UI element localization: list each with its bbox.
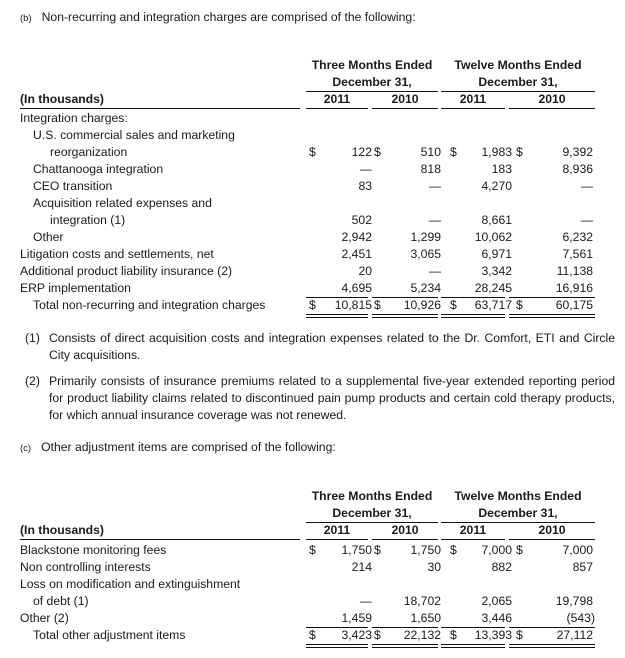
units-label: (In thousands) [20,523,104,537]
year-rule [372,108,438,109]
cell-value: 4,270 [481,179,512,193]
cell-value: — [359,162,372,176]
total-value: 3,423 [341,628,372,642]
header-three-months-date: December 31, [332,75,412,89]
total-value: 60,175 [555,298,593,312]
cell-value: 83 [358,179,372,193]
row-label: Integration charges: [20,111,128,125]
row-label: reorganization [50,145,128,159]
total-value: 10,926 [403,298,441,312]
header-twelve-months: Twelve Months Ended [454,489,582,503]
year-rule [509,539,595,540]
header-twelve-months-date: December 31, [478,75,558,89]
cell-value: 8,936 [562,162,593,176]
row-label: Litigation costs and settlements, net [20,247,214,261]
section-b-title [20,10,416,24]
year-rule [441,108,505,109]
currency-symbol: $ [450,298,457,312]
cell-value: 6,971 [481,247,512,261]
year-col-2: 2010 [391,92,419,106]
cell-value: 3,342 [481,264,512,278]
cell-value: 882 [491,560,512,574]
cell-value: 30 [427,560,441,574]
cell-value: 214 [351,560,372,574]
cell-value: 122 [351,145,372,159]
total-label: Total other adjustment items [33,628,186,642]
currency-symbol: $ [450,145,457,159]
total-double-rule [509,644,595,648]
cell-value: 16,916 [555,281,593,295]
header-twelve-months-date: December 31, [478,506,558,520]
header-three-months: Three Months Ended [311,58,433,72]
section-c-title-text: Other adjustment items are comprised of the following: [41,440,336,454]
year-col-1: 2011 [323,92,351,106]
row-label: Additional product liability insurance (2) [20,264,233,278]
section-c-tag: (c) [20,443,32,454]
year-rule [441,539,505,540]
currency-symbol: $ [374,298,381,312]
cell-value: — [428,264,441,278]
cell-value: 183 [491,162,512,176]
cell-value: 10,062 [474,230,512,244]
row-label: Loss on modification and extinguishment [20,577,241,591]
cell-value: (543) [566,611,595,625]
cell-value: — [359,594,372,608]
row-label: U.S. commercial sales and marketing [33,128,235,142]
row-label: of debt (1) [33,594,89,608]
section-b-title-text: Non-recurring and integration charges are comprised of the following: [41,10,416,24]
currency-symbol: $ [516,298,523,312]
total-value: 22,132 [403,628,441,642]
footnote-2 [25,373,615,424]
total-double-rule [306,644,368,648]
cell-value: 8,661 [481,213,512,227]
year-col-2: 2010 [391,523,419,537]
cell-value: 7,000 [562,543,593,557]
cell-value: 5,234 [410,281,441,295]
total-value: 13,393 [474,628,512,642]
cell-value: 18,702 [403,594,441,608]
currency-symbol: $ [516,543,523,557]
cell-value: 1,983 [481,145,512,159]
year-col-4: 2010 [538,523,566,537]
row-label: Chattanooga integration [33,162,164,176]
cell-value: 6,232 [562,230,593,244]
currency-symbol: $ [374,628,381,642]
row-label: Acquisition related expenses and [33,196,212,210]
cell-value: 4,695 [341,281,372,295]
cell-value: 28,245 [474,281,512,295]
footnote-1 [25,330,615,364]
currency-symbol: $ [309,543,316,557]
currency-symbol: $ [309,628,316,642]
year-rule [509,108,595,109]
row-label: ERP implementation [20,281,131,295]
header-three-months: Three Months Ended [311,489,433,503]
cell-value: 1,650 [410,611,441,625]
cell-value: 818 [420,162,441,176]
cell-value: — [580,213,593,227]
cell-value: 7,561 [562,247,593,261]
cell-value: 1,750 [341,543,372,557]
header-twelve-months: Twelve Months Ended [454,58,582,72]
year-col-1: 2011 [323,523,351,537]
cell-value: 2,065 [481,594,512,608]
total-double-rule [441,644,505,648]
cell-value: 7,000 [481,543,512,557]
footnote-1-text: Consists of direct acquisition costs and integration expenses related to the Dr. Comfort, ETI and Circle City acquisitions. [49,331,615,362]
year-col-3: 2011 [459,523,487,537]
cell-value: 9,392 [562,145,593,159]
total-double-rule [441,314,505,318]
year-rule [306,539,368,540]
currency-symbol: $ [450,628,457,642]
year-rule [306,108,368,109]
cell-value: 2,942 [341,230,372,244]
cell-value: 1,299 [410,230,441,244]
cell-value: — [428,213,441,227]
footnote-2-mark: (2) [25,374,40,388]
units-label: (In thousands) [20,92,104,106]
currency-symbol: $ [516,145,523,159]
cell-value: 510 [420,145,441,159]
cell-value: 19,798 [555,594,593,608]
year-col-4: 2010 [538,92,566,106]
total-label: Total non-recurring and integration charges [33,298,266,312]
units-rule [20,539,300,540]
cell-value: — [428,179,441,193]
footnote-2-text: Primarily consists of insurance premiums related to a supplemental five-year extended reporting period for product liability claims related to discontinued pain pump products and certain cold therapy products, for which annual insurance coverage was not renewed. [49,374,615,422]
row-label: CEO transition [33,179,113,193]
currency-symbol: $ [374,145,381,159]
total-double-rule [372,644,438,648]
cell-value: 1,750 [410,543,441,557]
cell-value: 3,065 [410,247,441,261]
footnote-1-mark: (1) [25,331,40,345]
cell-value: 3,446 [481,611,512,625]
row-label: Blackstone monitoring fees [20,543,167,557]
units-rule [20,108,300,109]
year-rule [372,539,438,540]
total-value: 10,815 [334,298,372,312]
cell-value: — [580,179,593,193]
section-c-title [20,440,336,454]
row-label: Non controlling interests [20,560,151,574]
row-label: integration (1) [50,213,126,227]
total-double-rule [509,314,595,318]
currency-symbol: $ [450,543,457,557]
total-value: 63,717 [474,298,512,312]
currency-symbol: $ [309,298,316,312]
year-col-3: 2011 [459,92,487,106]
section-b-tag: (b) [20,13,32,24]
currency-symbol: $ [309,145,316,159]
total-double-rule [372,314,438,318]
cell-value: 11,138 [556,264,593,278]
total-double-rule [306,314,368,318]
cell-value: 1,459 [341,611,372,625]
header-three-months-date: December 31, [332,506,412,520]
cell-value: 2,451 [341,247,372,261]
row-label: Other [33,230,64,244]
row-label: Other (2) [20,611,69,625]
total-value: 27,112 [556,628,593,642]
cell-value: 502 [351,213,372,227]
currency-symbol: $ [374,543,381,557]
currency-symbol: $ [516,628,523,642]
cell-value: 20 [358,264,372,278]
cell-value: 857 [572,560,593,574]
